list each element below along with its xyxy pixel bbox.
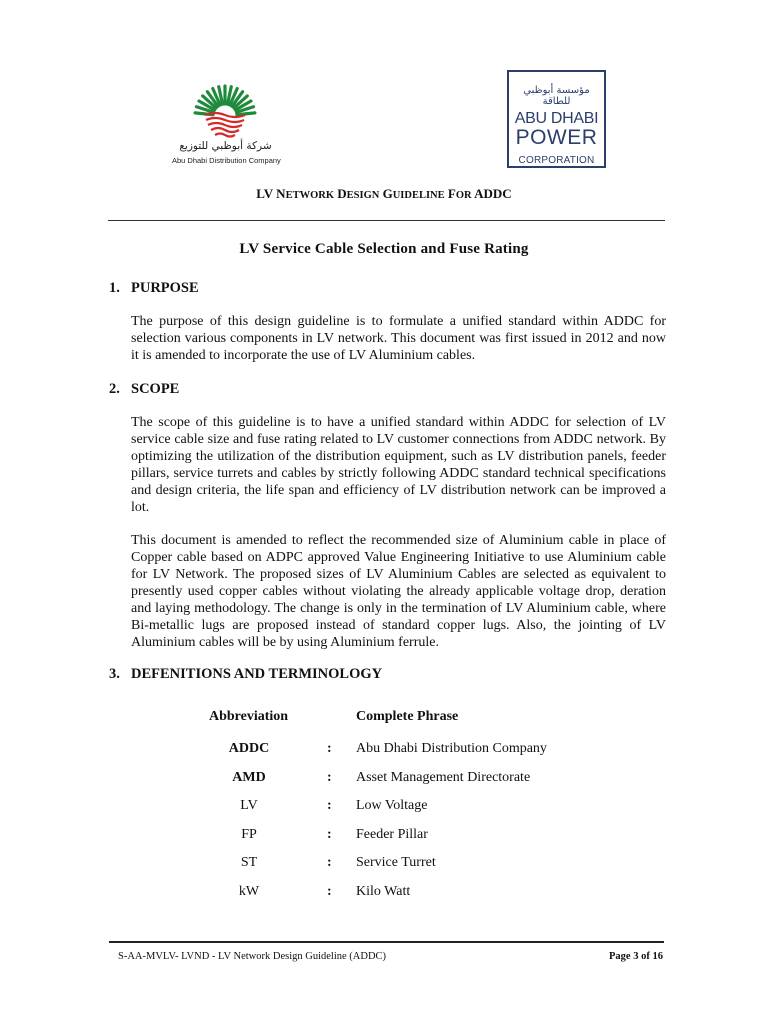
document-title: LV NETWORK DESIGN GUIDELINE FOR ADDC bbox=[256, 186, 512, 201]
section-title: LV Service Cable Selection and Fuse Rating bbox=[239, 241, 529, 257]
definition-phrase: Abu Dhabi Distribution Company bbox=[356, 741, 547, 756]
definition-separator: : bbox=[327, 769, 332, 785]
definition-abbreviation: FP bbox=[241, 826, 257, 842]
purpose-heading-text: PURPOSE bbox=[131, 280, 199, 296]
adpc-logo bbox=[507, 70, 606, 168]
adpc-logo-line3: CORPORATION bbox=[518, 155, 595, 166]
definition-separator: : bbox=[327, 884, 332, 899]
definition-phrase: Feeder Pillar bbox=[356, 826, 428, 842]
adpc-arabic-name: مؤسسة أبوظبي للطاقة bbox=[523, 85, 590, 107]
definition-phrase: Service Turret bbox=[356, 855, 436, 871]
definition-row bbox=[0, 798, 768, 818]
scope-heading bbox=[109, 381, 179, 398]
definition-separator: : bbox=[327, 741, 332, 756]
definition-row bbox=[0, 827, 768, 847]
definitions-heading-text: DEFENITIONS AND TERMINOLOGY bbox=[131, 666, 383, 682]
definition-phrase: Kilo Watt bbox=[356, 884, 411, 899]
definitions-number: 3. bbox=[109, 666, 120, 682]
purpose-number: 1. bbox=[109, 280, 120, 296]
adpc-logo-line2: POWER bbox=[515, 126, 598, 149]
footer-page-number: Page 3 of 16 bbox=[609, 951, 663, 962]
definition-phrase: Asset Management Directorate bbox=[356, 769, 531, 785]
scope-number: 2. bbox=[109, 381, 120, 397]
definition-separator: : bbox=[327, 798, 332, 814]
definition-abbreviation: AMD bbox=[232, 769, 266, 785]
purpose-paragraph: The purpose of this design guideline is to formulate a unified standard within ADDC for selection various components in LV network. This document was first issued in 2012 and now it is amended to incorporate the use of LV Aluminium cables. bbox=[131, 314, 666, 363]
phrase-column-header: Complete Phrase bbox=[356, 709, 459, 724]
header-divider bbox=[108, 220, 665, 221]
definition-separator: : bbox=[327, 855, 332, 871]
definition-phrase: Low Voltage bbox=[356, 798, 428, 814]
definition-row bbox=[0, 770, 768, 790]
definition-abbreviation: LV bbox=[240, 798, 258, 814]
addc-emblem-icon bbox=[165, 78, 285, 140]
footer-divider bbox=[109, 941, 664, 943]
definition-abbreviation: kW bbox=[238, 884, 260, 899]
purpose-heading bbox=[109, 280, 199, 297]
scope-paragraph-1: The scope of this guideline is to have a unified standard within ADDC for selection of LV service cable size and fuse rating related to LV customer connections from ADDC network. By optimizing the utilization of the distribution equipment, such as LV distribution panels, feeder pillars, service turrets and cables by strictly following ADDC standard technical specifications and design criteria, the life span and efficiency of LV distribution network can be improved a lot. bbox=[131, 415, 666, 515]
definition-row bbox=[0, 855, 768, 875]
addc-company-name: Abu Dhabi Distribution Company bbox=[172, 156, 281, 165]
footer-document-ref: S-AA-MVLV- LVND - LV Network Design Guideline (ADDC) bbox=[118, 951, 387, 962]
abbreviation-column-header: Abbreviation bbox=[209, 709, 289, 724]
definition-abbreviation: ST bbox=[240, 855, 258, 871]
addc-arabic-name: شركة أبوظبي للتوزيع bbox=[179, 140, 272, 152]
addc-ray bbox=[237, 113, 255, 115]
scope-heading-text: SCOPE bbox=[131, 381, 180, 397]
addc-waves bbox=[205, 113, 245, 137]
definition-row bbox=[0, 741, 768, 761]
definitions-heading bbox=[109, 666, 382, 683]
definition-abbreviation: ADDC bbox=[228, 741, 270, 756]
adpc-logo-line1: ABU DHABI bbox=[514, 110, 599, 127]
definition-row bbox=[0, 884, 768, 904]
scope-paragraph-2: This document is amended to reflect the recommended size of Aluminium cable in place of Copper cable based on ADPC approved Value Engineering Initiative to use Aluminium cable for LV Network. The proposed sizes of LV Aluminium Cables are selected as equivalent to presently used copper cables without violating the already applicable voltage drop, deration and laying methodology. The change is only in the termination of LV Aluminium cable, where Bi-metallic lugs are proposed instead of standard copper lugs. Also, the jointing of LV Aluminium cables will be by using Aluminium ferrule. bbox=[131, 533, 666, 650]
definition-separator: : bbox=[327, 826, 332, 842]
